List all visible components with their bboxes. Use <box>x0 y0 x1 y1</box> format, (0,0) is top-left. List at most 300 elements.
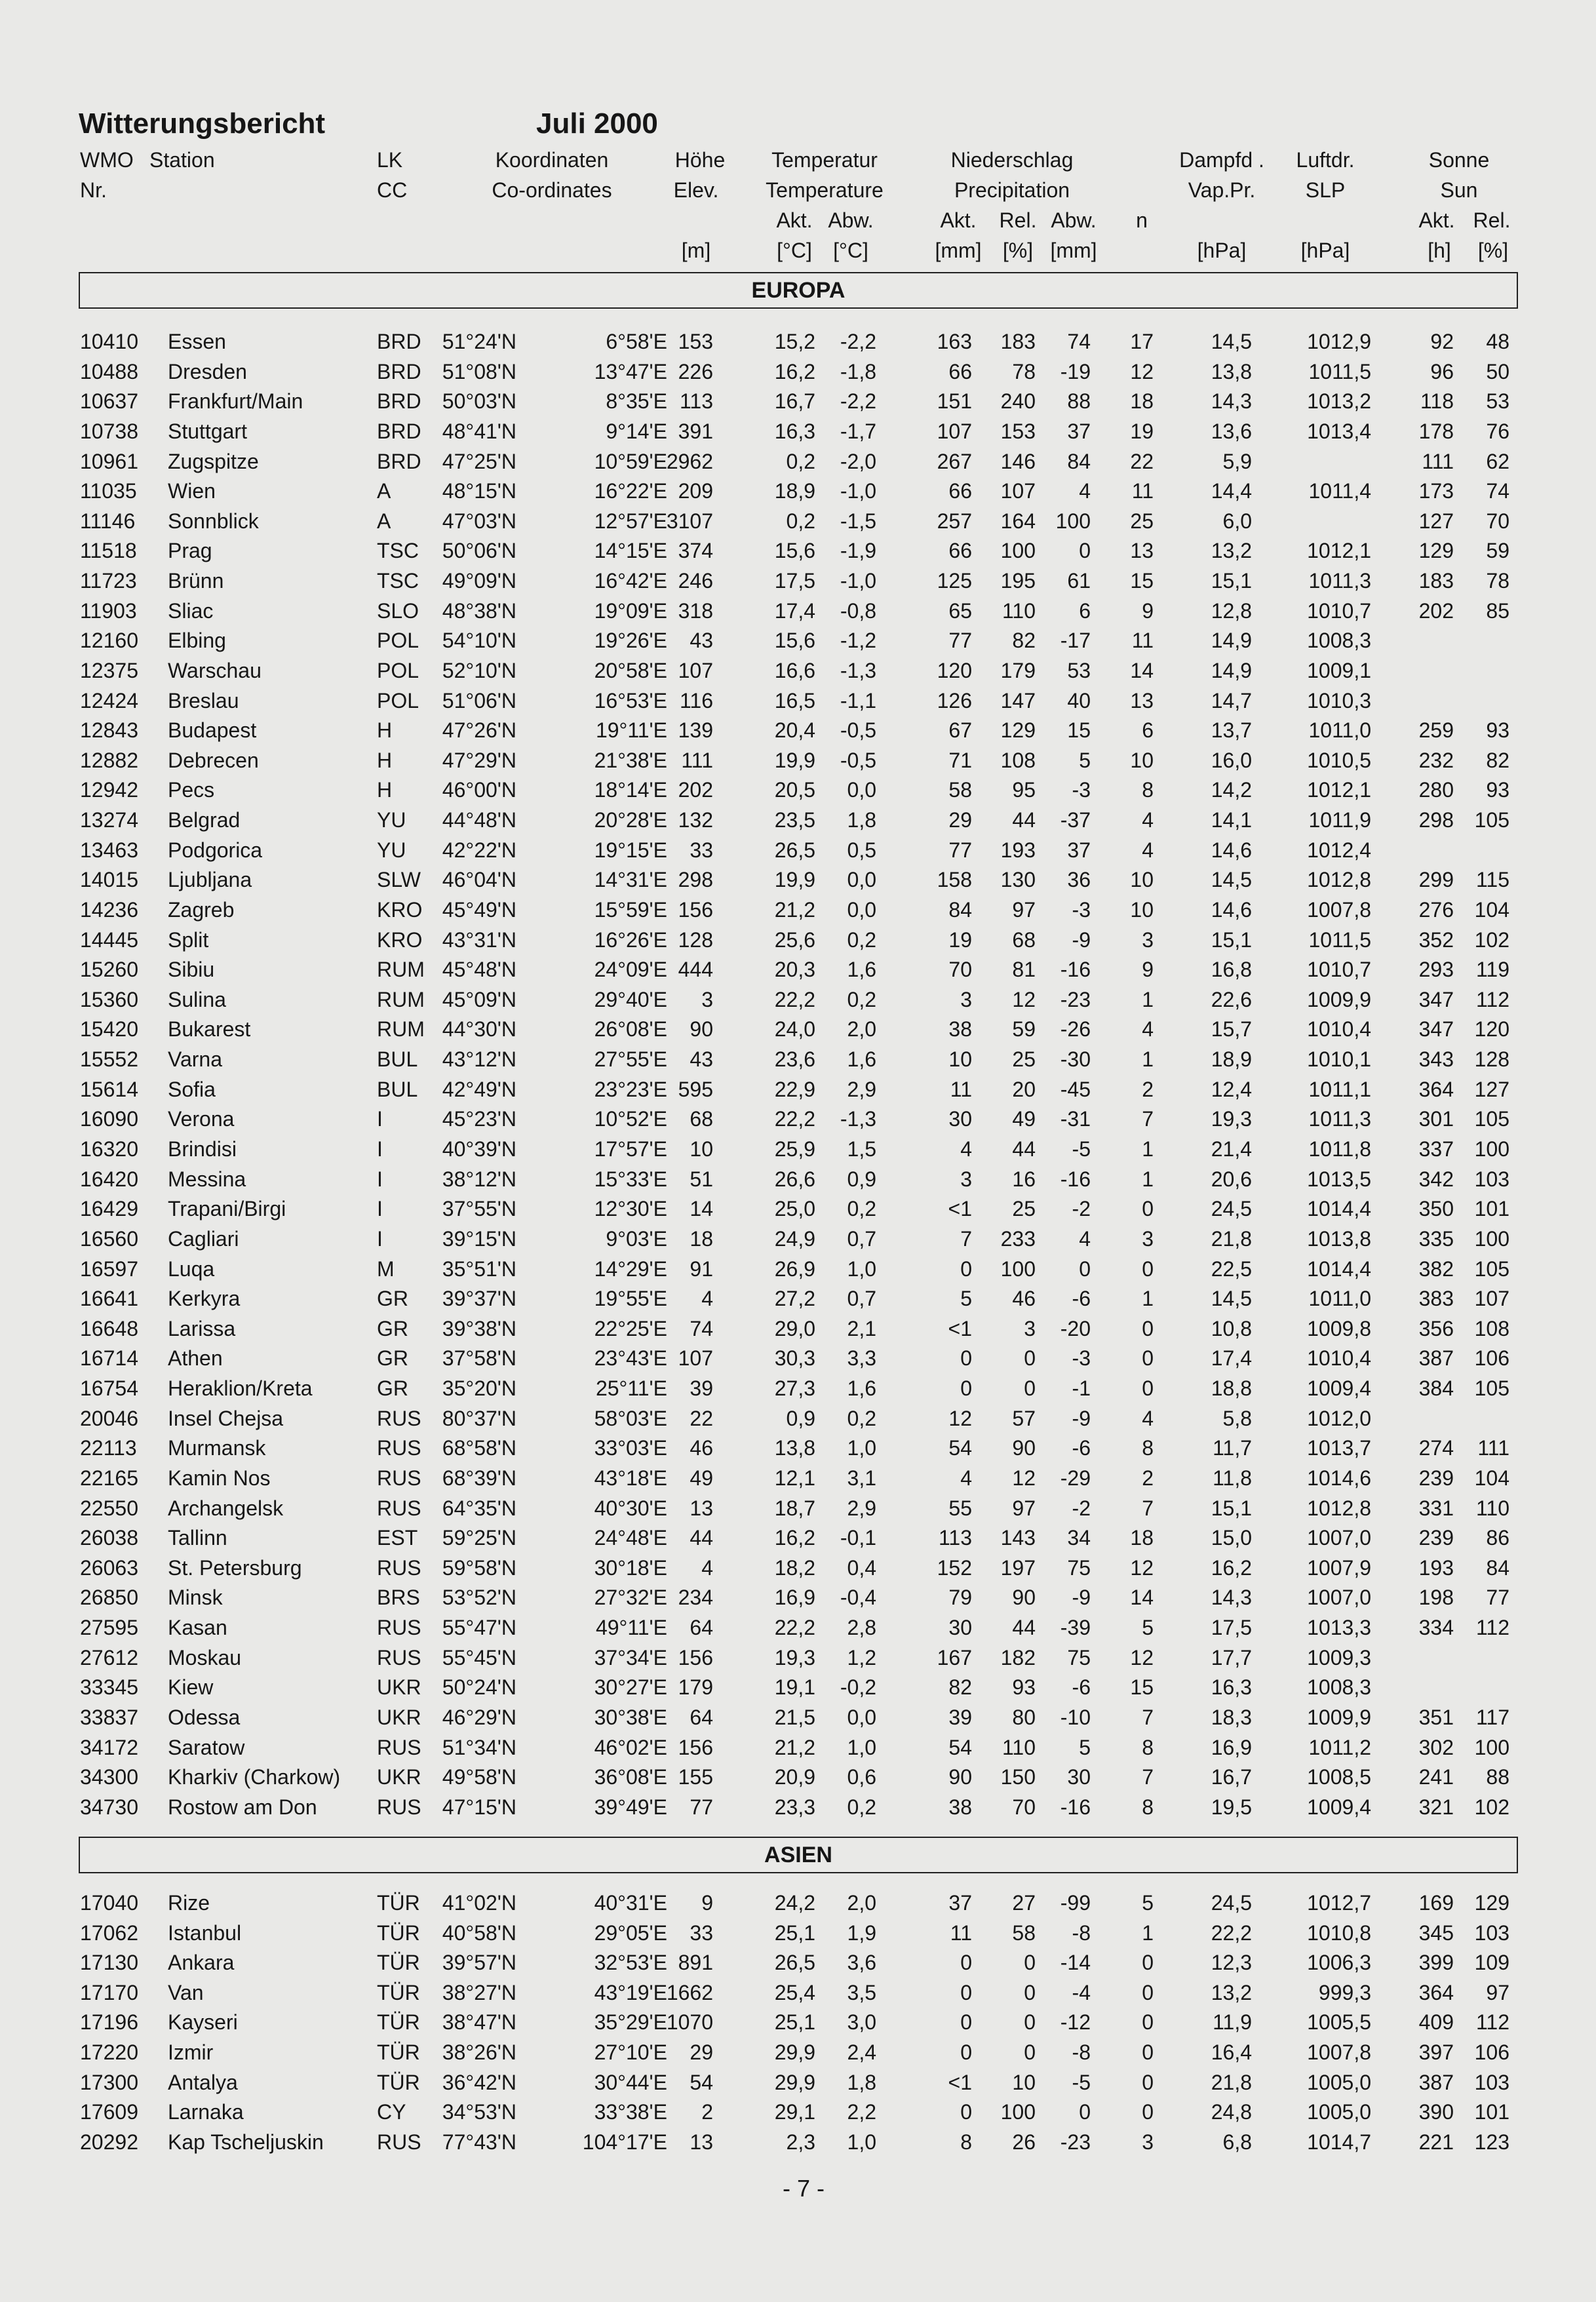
sun-hours: 239 <box>1418 1466 1454 1490</box>
precip-abw: 0 <box>1079 1257 1091 1281</box>
temp-akt: 24,9 <box>774 1226 815 1251</box>
vapour-pressure: 15,1 <box>1211 927 1252 952</box>
temp-akt: 25,1 <box>774 1921 815 1945</box>
precip-abw: 15 <box>1067 718 1091 743</box>
temp-akt: 0,9 <box>786 1406 815 1430</box>
sea-level-pressure: 1009,1 <box>1307 658 1371 682</box>
latitude: 49°58'N <box>442 1765 516 1789</box>
hdr-koordinaten: Koordinaten <box>495 148 609 172</box>
country-code: BUL <box>377 1077 418 1101</box>
longitude: 15°59'E <box>594 897 667 922</box>
vapour-pressure: 11,9 <box>1213 2010 1252 2035</box>
wmo-number: 15260 <box>80 958 138 982</box>
sun-hours: 331 <box>1418 1496 1454 1520</box>
temp-akt: 22,2 <box>774 1616 815 1640</box>
country-code: RUS <box>377 1466 421 1490</box>
precip-rel: 25 <box>1012 1047 1036 1072</box>
elevation: 74 <box>690 1316 713 1340</box>
station-name: Murmansk <box>168 1436 266 1460</box>
latitude: 39°57'N <box>442 1951 516 1975</box>
elevation: 90 <box>690 1017 713 1042</box>
wmo-number: 33837 <box>80 1705 138 1729</box>
vapour-pressure: 12,3 <box>1211 1951 1252 1975</box>
country-code: I <box>377 1167 383 1191</box>
table-row <box>0 838 1596 867</box>
table-row <box>0 1107 1596 1136</box>
precip-rel: 68 <box>1012 927 1036 952</box>
wmo-number: 17196 <box>80 2010 138 2035</box>
latitude: 80°37'N <box>442 1406 516 1430</box>
precip-abw: -37 <box>1060 808 1091 832</box>
sun-hours: 129 <box>1418 539 1454 563</box>
station-name: Larissa <box>168 1316 236 1340</box>
table-row <box>0 569 1596 598</box>
temp-abw: 0,6 <box>847 1765 876 1789</box>
precip-rel: 183 <box>1000 330 1036 353</box>
longitude: 19°26'E <box>594 629 667 653</box>
temp-abw: 1,0 <box>847 1436 876 1460</box>
country-code: CY <box>377 2100 406 2124</box>
table-row <box>0 1616 1596 1645</box>
precip-days: 10 <box>1130 868 1154 892</box>
latitude: 47°15'N <box>442 1795 516 1819</box>
temp-abw: 1,2 <box>847 1645 876 1669</box>
temp-abw: 2,9 <box>847 1077 876 1101</box>
vapour-pressure: 13,7 <box>1211 718 1252 743</box>
sea-level-pressure: 1014,4 <box>1307 1197 1371 1221</box>
station-name: Kasan <box>168 1616 227 1640</box>
elevation: 1070 <box>666 2010 713 2035</box>
sea-level-pressure: 1012,7 <box>1307 1891 1371 1915</box>
temp-abw: -0,5 <box>840 718 876 743</box>
precip-days: 6 <box>1142 718 1154 743</box>
sun-rel: 88 <box>1486 1765 1509 1789</box>
country-code: RUM <box>377 958 425 982</box>
precip-abw: -26 <box>1060 1017 1091 1042</box>
temp-akt: 25,6 <box>774 927 815 952</box>
elevation: 156 <box>678 1645 713 1669</box>
precip-rel: 44 <box>1012 808 1036 832</box>
elevation: 91 <box>690 1257 713 1281</box>
precip-akt: <1 <box>948 1316 972 1340</box>
precip-rel: 81 <box>1012 958 1036 982</box>
sun-hours: 383 <box>1418 1287 1454 1311</box>
wmo-number: 12882 <box>80 748 138 772</box>
country-code: I <box>377 1137 383 1161</box>
latitude: 45°49'N <box>442 897 516 922</box>
table-row <box>0 659 1596 688</box>
hdr-temperatur: Temperatur <box>771 148 878 172</box>
precip-rel: 59 <box>1012 1017 1036 1042</box>
sun-rel: 103 <box>1474 2070 1509 2094</box>
sun-hours: 335 <box>1418 1226 1454 1251</box>
country-code: RUS <box>377 1645 421 1669</box>
wmo-number: 34300 <box>80 1765 138 1789</box>
station-name: Brünn <box>168 569 224 593</box>
vapour-pressure: 14,4 <box>1211 479 1252 503</box>
latitude: 43°12'N <box>442 1047 516 1072</box>
vapour-pressure: 18,3 <box>1211 1705 1252 1729</box>
temp-abw: -1,1 <box>840 688 876 712</box>
temp-abw: 3,1 <box>847 1466 876 1490</box>
latitude: 48°41'N <box>442 419 516 443</box>
elevation: 2 <box>701 2100 713 2124</box>
wmo-number: 12375 <box>80 658 138 682</box>
country-code: TSC <box>377 569 419 593</box>
sea-level-pressure: 1013,5 <box>1307 1167 1371 1191</box>
temp-akt: 29,9 <box>774 2070 815 2094</box>
temp-abw: 0,0 <box>847 868 876 892</box>
precip-days: 17 <box>1130 330 1154 353</box>
wmo-number: 22550 <box>80 1496 138 1520</box>
sun-rel: 70 <box>1486 509 1509 533</box>
precip-abw: -9 <box>1072 1586 1091 1610</box>
vapour-pressure: 14,5 <box>1211 868 1252 892</box>
elevation: 77 <box>690 1795 713 1819</box>
temp-abw: 3,6 <box>847 1951 876 1975</box>
precip-days: 0 <box>1142 2010 1154 2035</box>
country-code: TÜR <box>377 2070 420 2094</box>
temp-abw: -1,9 <box>840 539 876 563</box>
temp-abw: 1,8 <box>847 2070 876 2094</box>
longitude: 19°11'E <box>595 718 667 743</box>
elevation: 226 <box>678 359 713 383</box>
country-code: BRD <box>377 419 421 443</box>
sea-level-pressure: 1012,1 <box>1307 778 1371 802</box>
temp-abw: 0,2 <box>847 1406 876 1430</box>
sun-rel: 101 <box>1474 1197 1509 1221</box>
latitude: 39°15'N <box>442 1226 516 1251</box>
sun-rel: 117 <box>1475 1705 1509 1729</box>
precip-abw: -9 <box>1072 927 1091 952</box>
precip-abw: -29 <box>1060 1466 1091 1490</box>
temp-abw: -1,2 <box>840 629 876 653</box>
temp-akt: 21,2 <box>774 1735 815 1759</box>
precip-rel: 80 <box>1012 1705 1036 1729</box>
latitude: 38°12'N <box>442 1167 516 1191</box>
elevation: 43 <box>690 629 713 653</box>
sun-hours: 301 <box>1418 1107 1454 1131</box>
vapour-pressure: 24,8 <box>1211 2100 1252 2124</box>
country-code: UKR <box>377 1705 421 1729</box>
latitude: 35°51'N <box>442 1257 516 1281</box>
country-code: POL <box>377 658 419 682</box>
wmo-number: 27595 <box>80 1616 138 1640</box>
precip-abw: -5 <box>1072 2070 1091 2094</box>
station-name: Brindisi <box>168 1137 237 1161</box>
hdr-lk: LK <box>377 148 403 172</box>
temp-akt: 19,1 <box>774 1675 815 1700</box>
precip-rel: 82 <box>1012 629 1036 653</box>
precip-rel: 26 <box>1012 2130 1036 2154</box>
table-row <box>0 479 1596 508</box>
longitude: 13°47'E <box>594 359 667 383</box>
sun-hours: 356 <box>1418 1316 1454 1340</box>
sun-rel: 50 <box>1486 359 1509 383</box>
country-code: BRD <box>377 389 421 414</box>
latitude: 45°23'N <box>442 1107 516 1131</box>
longitude: 46°02'E <box>594 1735 667 1759</box>
country-code: BRD <box>377 330 421 353</box>
precip-rel: 0 <box>1024 1376 1036 1401</box>
precip-abw: 6 <box>1079 598 1091 623</box>
longitude: 25°11'E <box>595 1376 667 1401</box>
sun-rel: 105 <box>1474 808 1509 832</box>
hdr-coordinates: Co-ordinates <box>492 178 612 202</box>
sea-level-pressure: 1009,4 <box>1307 1795 1371 1819</box>
vapour-pressure: 16,3 <box>1211 1675 1252 1700</box>
wmo-number: 10961 <box>80 449 138 473</box>
elevation: 156 <box>678 897 713 922</box>
precip-days: 11 <box>1131 479 1154 503</box>
sea-level-pressure: 1010,7 <box>1307 598 1371 623</box>
longitude: 43°19'E <box>594 1980 667 2004</box>
country-code: SLO <box>377 598 419 623</box>
precip-rel: 0 <box>1024 1980 1036 2004</box>
longitude: 20°28'E <box>594 808 667 832</box>
hdr-hoehe-unit: [m] <box>681 239 711 262</box>
precip-days: 0 <box>1142 1197 1154 1221</box>
longitude: 22°25'E <box>594 1316 667 1340</box>
elevation: 54 <box>690 2070 713 2094</box>
country-code: BRD <box>377 359 421 383</box>
temp-abw: 2,8 <box>847 1616 876 1640</box>
precip-days: 18 <box>1130 1526 1154 1550</box>
temp-abw: 2,1 <box>847 1316 876 1340</box>
latitude: 51°06'N <box>442 688 516 712</box>
temp-akt: 29,9 <box>774 2040 815 2064</box>
table-row <box>0 988 1596 1017</box>
precip-days: 10 <box>1130 897 1154 922</box>
precip-days: 8 <box>1142 1795 1154 1819</box>
sun-hours: 232 <box>1418 748 1454 772</box>
elevation: 44 <box>690 1526 713 1550</box>
temp-akt: 16,6 <box>774 658 815 682</box>
sun-rel: 106 <box>1474 1346 1509 1371</box>
latitude: 47°03'N <box>442 509 516 533</box>
longitude: 16°26'E <box>594 927 667 952</box>
longitude: 49°11'E <box>595 1616 667 1640</box>
wmo-number: 16648 <box>80 1316 138 1340</box>
precip-akt: 66 <box>948 479 972 503</box>
sun-hours: 221 <box>1418 2130 1454 2154</box>
latitude: 49°09'N <box>442 569 516 593</box>
precip-days: 0 <box>1142 1316 1154 1340</box>
table-row <box>0 330 1596 359</box>
station-name: Antalya <box>168 2070 238 2094</box>
elevation: 111 <box>681 748 713 772</box>
temp-akt: 23,6 <box>774 1047 815 1072</box>
precip-days: 8 <box>1142 1436 1154 1460</box>
vapour-pressure: 6,8 <box>1222 2130 1252 2154</box>
table-row <box>0 928 1596 957</box>
temp-akt: 12,1 <box>774 1466 815 1490</box>
sun-hours: 293 <box>1418 958 1454 982</box>
table-row <box>0 1317 1596 1346</box>
country-code: A <box>377 479 391 503</box>
precip-days: 9 <box>1142 958 1154 982</box>
wmo-number: 22165 <box>80 1466 138 1490</box>
precip-abw: -20 <box>1060 1316 1091 1340</box>
sun-rel: 102 <box>1474 927 1509 952</box>
temp-abw: -2,2 <box>840 389 876 414</box>
precip-days: 2 <box>1142 1466 1154 1490</box>
elevation: 13 <box>690 1496 713 1520</box>
sun-hours: 350 <box>1418 1197 1454 1221</box>
hdr-nied-unit-rel: [%] <box>1002 239 1034 262</box>
sun-hours: 259 <box>1418 718 1454 743</box>
sea-level-pressure: 1012,8 <box>1307 868 1371 892</box>
sun-hours: 193 <box>1418 1555 1454 1580</box>
precip-akt: 55 <box>948 1496 972 1520</box>
longitude: 27°10'E <box>594 2040 667 2064</box>
wmo-number: 26038 <box>80 1526 138 1550</box>
precip-abw: -45 <box>1060 1077 1091 1101</box>
longitude: 32°53'E <box>594 1951 667 1975</box>
temp-akt: 16,5 <box>774 688 815 712</box>
country-code: BRS <box>377 1586 420 1610</box>
hdr-sonne-unit-akt: [h] <box>1428 239 1451 262</box>
precip-abw: -6 <box>1072 1675 1091 1700</box>
wmo-number: 16420 <box>80 1167 138 1191</box>
precip-abw: 4 <box>1079 479 1091 503</box>
country-code: H <box>377 718 393 743</box>
latitude: 41°02'N <box>442 1891 516 1915</box>
temp-abw: -0,1 <box>840 1526 876 1550</box>
precip-akt: 0 <box>960 1346 972 1371</box>
country-code: POL <box>377 629 419 653</box>
station-name: Heraklion/Kreta <box>168 1376 313 1401</box>
precip-akt: 163 <box>937 330 972 353</box>
latitude: 59°25'N <box>442 1526 516 1550</box>
vapour-pressure: 11,7 <box>1213 1436 1252 1460</box>
table-row <box>0 1466 1596 1495</box>
temp-akt: 0,2 <box>786 449 815 473</box>
station-name: Budapest <box>168 718 257 743</box>
elevation: 153 <box>678 330 713 353</box>
vapour-pressure: 17,5 <box>1211 1616 1252 1640</box>
sun-hours: 334 <box>1418 1616 1454 1640</box>
elevation: 891 <box>678 1951 713 1975</box>
longitude: 24°48'E <box>594 1526 667 1550</box>
vapour-pressure: 22,6 <box>1211 987 1252 1011</box>
sun-rel: 48 <box>1486 330 1509 353</box>
hdr-nied-unit-akt: [mm] <box>935 239 982 262</box>
vapour-pressure: 21,4 <box>1211 1137 1252 1161</box>
longitude: 29°05'E <box>594 1921 667 1945</box>
wmo-number: 16641 <box>80 1287 138 1311</box>
wmo-number: 17220 <box>80 2040 138 2064</box>
sun-rel: 102 <box>1474 1795 1509 1819</box>
wmo-number: 15420 <box>80 1017 138 1042</box>
country-code: TÜR <box>377 1921 420 1945</box>
hdr-vap-pr: Vap.Pr. <box>1188 178 1256 202</box>
temp-abw: 0,0 <box>847 778 876 802</box>
sun-rel: 107 <box>1474 1287 1509 1311</box>
precip-rel: 150 <box>1000 1765 1036 1789</box>
precip-rel: 164 <box>1000 509 1036 533</box>
precip-akt: 0 <box>960 1257 972 1281</box>
vapour-pressure: 14,6 <box>1211 838 1252 862</box>
sun-rel: 103 <box>1474 1167 1509 1191</box>
temp-abw: -0,4 <box>840 1586 876 1610</box>
precip-days: 1 <box>1142 1137 1154 1161</box>
precip-abw: 37 <box>1067 419 1091 443</box>
wmo-number: 16560 <box>80 1226 138 1251</box>
longitude: 10°52'E <box>594 1107 667 1131</box>
sun-hours: 169 <box>1418 1891 1454 1915</box>
precip-days: 1 <box>1142 1287 1154 1311</box>
table-row <box>0 1981 1596 2010</box>
sun-rel: 84 <box>1486 1555 1509 1580</box>
precip-days: 7 <box>1142 1107 1154 1131</box>
precip-abw: -31 <box>1060 1107 1091 1131</box>
country-code: TÜR <box>377 1951 420 1975</box>
precip-days: 14 <box>1130 1586 1154 1610</box>
latitude: 50°06'N <box>442 539 516 563</box>
wmo-number: 17040 <box>80 1891 138 1915</box>
sea-level-pressure: 1006,3 <box>1307 1951 1371 1975</box>
temp-abw: -1,0 <box>840 569 876 593</box>
sun-hours: 92 <box>1430 330 1454 353</box>
elevation: 234 <box>678 1586 713 1610</box>
precip-abw: -6 <box>1072 1287 1091 1311</box>
precip-akt: 0 <box>960 1376 972 1401</box>
wmo-number: 10637 <box>80 389 138 414</box>
precip-days: 4 <box>1142 1017 1154 1042</box>
wmo-number: 11903 <box>80 598 137 623</box>
station-name: Kamin Nos <box>168 1466 271 1490</box>
precip-abw: -16 <box>1060 1167 1091 1191</box>
precip-rel: 20 <box>1012 1077 1036 1101</box>
table-row <box>0 1765 1596 1794</box>
precip-rel: 233 <box>1000 1226 1036 1251</box>
vapour-pressure: 12,4 <box>1211 1077 1252 1101</box>
wmo-number: 26850 <box>80 1586 138 1610</box>
elevation: 4 <box>701 1287 713 1311</box>
temp-abw: -1,7 <box>840 419 876 443</box>
sun-hours: 390 <box>1418 2100 1454 2124</box>
temp-abw: 0,0 <box>847 897 876 922</box>
hdr-nied-abw: Abw. <box>1051 208 1097 232</box>
country-code: H <box>377 778 393 802</box>
temp-akt: 26,5 <box>774 838 815 862</box>
temp-abw: 1,6 <box>847 1376 876 1401</box>
sea-level-pressure: 1009,3 <box>1307 1645 1371 1669</box>
sun-hours: 387 <box>1418 2070 1454 2094</box>
temp-abw: -0,5 <box>840 748 876 772</box>
precip-days: 4 <box>1142 808 1154 832</box>
table-row <box>0 1287 1596 1316</box>
sun-hours: 409 <box>1418 2010 1454 2035</box>
table-row <box>0 1017 1596 1046</box>
longitude: 18°14'E <box>594 778 667 802</box>
sea-level-pressure: 1010,4 <box>1307 1017 1371 1042</box>
report-title: Witterungsbericht <box>79 107 326 140</box>
precip-akt: 84 <box>948 897 972 922</box>
precip-akt: 54 <box>948 1735 972 1759</box>
precip-days: 0 <box>1142 1980 1154 2004</box>
hdr-sun: Sun <box>1440 178 1478 202</box>
sun-rel: 100 <box>1474 1137 1509 1161</box>
table-row <box>0 389 1596 418</box>
temp-abw: 1,0 <box>847 1257 876 1281</box>
precip-akt: 0 <box>960 2040 972 2064</box>
precip-akt: 29 <box>948 808 972 832</box>
station-name: Saratow <box>168 1735 245 1759</box>
country-code: A <box>377 509 391 533</box>
sea-level-pressure: 1012,1 <box>1307 539 1371 563</box>
